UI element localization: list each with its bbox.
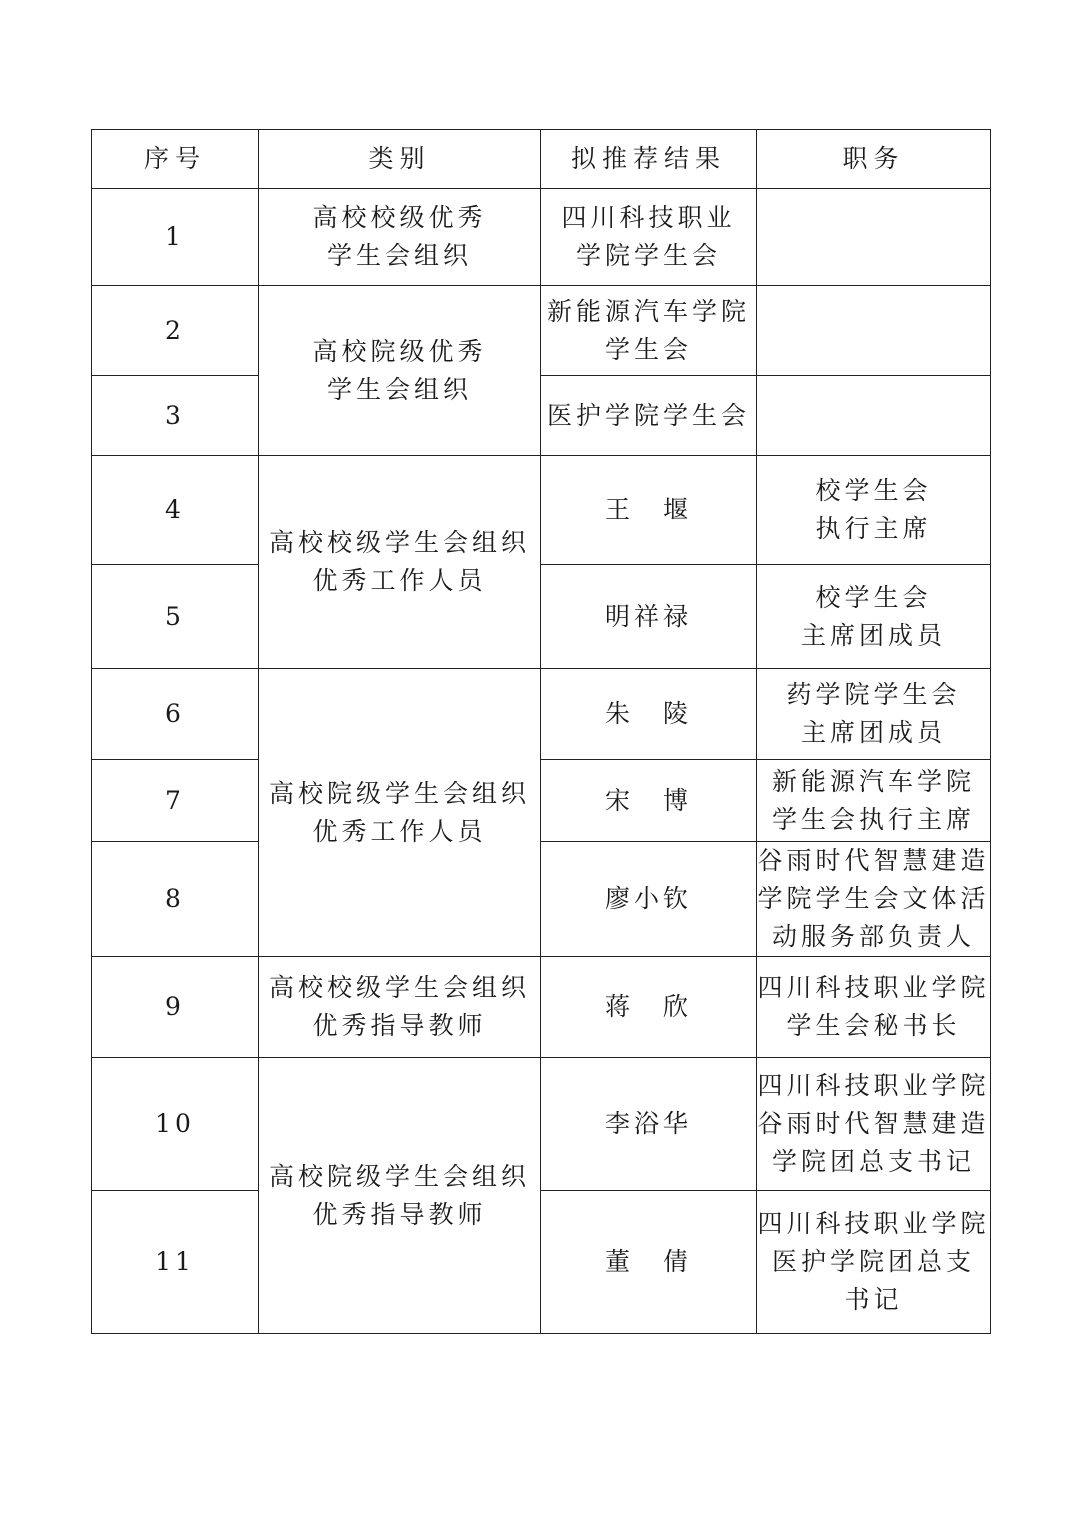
position-line: 学院团总支书记 bbox=[771, 1147, 975, 1176]
position-cell bbox=[757, 957, 991, 1058]
result-line: 医护学院学生会 bbox=[546, 400, 750, 430]
position-line: 校学生会 bbox=[815, 476, 932, 505]
position-line: 四川科技职业学院 bbox=[757, 1071, 990, 1100]
category-cell bbox=[259, 957, 541, 1058]
result-line: 新能源汽车学院 bbox=[546, 296, 750, 326]
category-line: 高校校级学生会组织 bbox=[268, 528, 530, 557]
position-line: 药学院学生会 bbox=[786, 680, 961, 709]
result-cell bbox=[541, 842, 757, 957]
result-cell bbox=[541, 189, 757, 286]
result-cell bbox=[541, 669, 757, 760]
result-line: 明祥禄 bbox=[604, 601, 692, 631]
position-cell bbox=[757, 842, 991, 957]
table-row bbox=[92, 286, 991, 376]
row-number: 3 bbox=[92, 376, 259, 456]
position-line: 四川科技职业学院 bbox=[757, 973, 990, 1002]
row-number: 1 bbox=[92, 189, 259, 286]
category-line: 优秀工作人员 bbox=[312, 816, 487, 846]
row-number: 5 bbox=[92, 565, 259, 669]
position-line: 学生会执行主席 bbox=[771, 804, 975, 834]
result-cell bbox=[541, 1191, 757, 1334]
position-line: 执行主席 bbox=[815, 514, 932, 543]
result-line: 王 堰 bbox=[604, 495, 692, 524]
position-cell bbox=[757, 456, 991, 565]
position-line: 四川科技职业学院 bbox=[757, 1209, 990, 1238]
row-number: 11 bbox=[92, 1191, 259, 1334]
position-line: 主席团成员 bbox=[800, 718, 946, 747]
table-header-row bbox=[92, 130, 991, 189]
position-cell bbox=[757, 1058, 991, 1191]
position-cell bbox=[757, 669, 991, 760]
table-row bbox=[92, 842, 991, 957]
result-cell bbox=[541, 760, 757, 842]
category-line: 学生会组织 bbox=[326, 241, 472, 270]
position-line: 主席团成员 bbox=[800, 620, 946, 650]
table-row bbox=[92, 957, 991, 1058]
position-line: 医护学院团总支 bbox=[771, 1247, 975, 1276]
category-line: 高校院级优秀 bbox=[312, 336, 487, 366]
result-cell bbox=[541, 565, 757, 669]
result-cell bbox=[541, 1058, 757, 1191]
result-line: 学生会 bbox=[604, 334, 692, 364]
row-number: 8 bbox=[92, 842, 259, 957]
result-line: 宋 博 bbox=[604, 785, 692, 815]
position-line: 新能源汽车学院 bbox=[771, 766, 975, 796]
category-line: 高校院级学生会组织 bbox=[268, 1161, 530, 1191]
result-line: 四川科技职业 bbox=[561, 203, 736, 232]
category-line: 优秀工作人员 bbox=[312, 566, 487, 595]
result-line: 李浴华 bbox=[604, 1109, 692, 1138]
position-line: 校学生会 bbox=[815, 582, 932, 612]
category-cell bbox=[259, 669, 541, 957]
row-number: 10 bbox=[92, 1058, 259, 1191]
result-line: 廖小钦 bbox=[604, 884, 692, 913]
position-cell bbox=[757, 189, 991, 286]
result-line: 蒋 欣 bbox=[604, 992, 692, 1021]
position-cell bbox=[757, 376, 991, 456]
table-row bbox=[92, 565, 991, 669]
header-category: 类别 bbox=[259, 130, 541, 189]
result-cell bbox=[541, 456, 757, 565]
row-number: 2 bbox=[92, 286, 259, 376]
position-line: 书记 bbox=[844, 1285, 903, 1314]
position-cell bbox=[757, 286, 991, 376]
table-row bbox=[92, 760, 991, 842]
table-row bbox=[92, 189, 991, 286]
position-cell bbox=[757, 565, 991, 669]
header-position: 职务 bbox=[757, 130, 991, 189]
row-number: 7 bbox=[92, 760, 259, 842]
result-cell bbox=[541, 957, 757, 1058]
position-cell bbox=[757, 1191, 991, 1334]
category-cell bbox=[259, 1058, 541, 1334]
table-row bbox=[92, 1191, 991, 1334]
result-cell bbox=[541, 286, 757, 376]
result-line: 朱 陵 bbox=[604, 699, 692, 728]
table-row bbox=[92, 376, 991, 456]
category-line: 优秀指导教师 bbox=[312, 1199, 487, 1229]
position-line: 学生会秘书长 bbox=[786, 1011, 961, 1040]
table-row bbox=[92, 1058, 991, 1191]
category-cell bbox=[259, 189, 541, 286]
table-row bbox=[92, 669, 991, 760]
row-number: 9 bbox=[92, 957, 259, 1058]
position-line: 谷雨时代智慧建造 bbox=[757, 1109, 990, 1138]
category-line: 学生会组织 bbox=[326, 374, 472, 404]
category-line: 优秀指导教师 bbox=[312, 1011, 487, 1040]
category-cell bbox=[259, 456, 541, 669]
row-number: 4 bbox=[92, 456, 259, 565]
position-line: 动服务部负责人 bbox=[771, 922, 975, 951]
result-line: 董 倩 bbox=[604, 1247, 692, 1276]
recommendation-table bbox=[91, 129, 991, 1334]
category-cell bbox=[259, 286, 541, 456]
category-line: 高校院级学生会组织 bbox=[268, 778, 530, 808]
result-cell bbox=[541, 376, 757, 456]
result-line: 学院学生会 bbox=[575, 241, 721, 270]
header-result: 拟推荐结果 bbox=[541, 130, 757, 189]
position-cell bbox=[757, 760, 991, 842]
category-line: 高校校级学生会组织 bbox=[268, 973, 530, 1002]
position-line: 谷雨时代智慧建造 bbox=[757, 846, 990, 875]
header-index: 序号 bbox=[92, 130, 259, 189]
row-number: 6 bbox=[92, 669, 259, 760]
category-line: 高校校级优秀 bbox=[312, 203, 487, 232]
table-row bbox=[92, 456, 991, 565]
position-line: 学院学生会文体活 bbox=[757, 884, 990, 913]
